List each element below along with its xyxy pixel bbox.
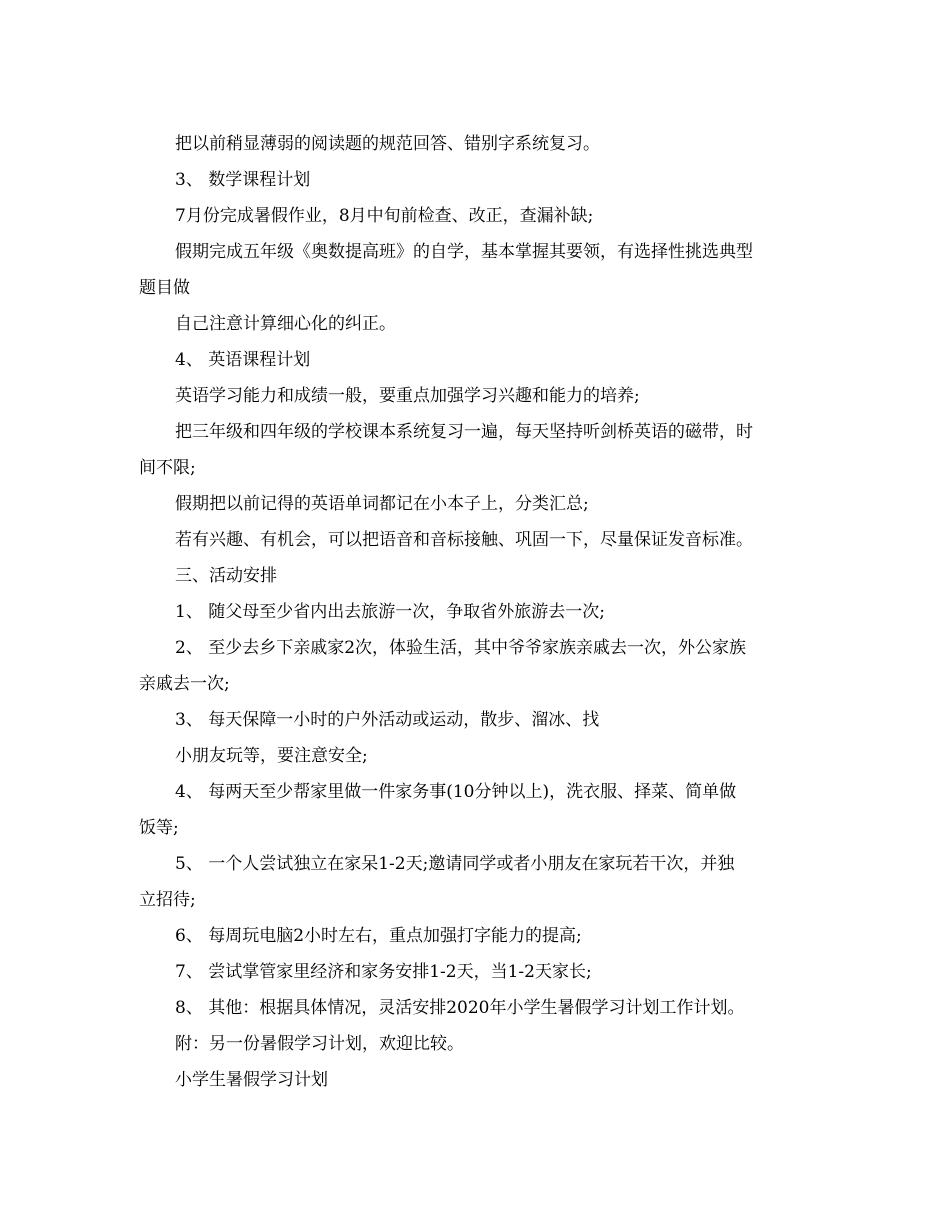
text-line: 立招待; — [139, 890, 196, 910]
text-line: 附：另一份暑假学习计划，欢迎比较。 — [175, 1034, 464, 1054]
text-line: 把以前稍显薄弱的阅读题的规范回答、错别字系统复习。 — [175, 134, 600, 154]
text-line: 英语学习能力和成绩一般，要重点加强学习兴趣和能力的培养; — [175, 386, 640, 406]
list-item: 1、 随父母至少省内出去旅游一次，争取省外旅游去一次; — [175, 602, 605, 622]
text-line: 饭等; — [139, 818, 179, 838]
section-heading-math: 3、 数学课程计划 — [175, 170, 311, 190]
list-item: 4、 每两天至少帮家里做一件家务事(10分钟以上)，洗衣服、择菜、简单做 — [175, 782, 737, 802]
text-line: 若有兴趣、有机会，可以把语音和音标接触、巩固一下，尽量保证发音标准。 — [175, 530, 753, 550]
text-line: 亲戚去一次; — [139, 674, 230, 694]
list-item: 3、 每天保障一小时的户外活动或运动，散步、溜冰、找 — [175, 710, 600, 730]
list-item: 6、 每周玩电脑2小时左右，重点加强打字能力的提高; — [175, 926, 582, 946]
section-heading-activities: 三、活动安排 — [175, 566, 277, 586]
text-line: 假期完成五年级《奥数提高班》的自学，基本掌握其要领，有选择性挑选典型 — [175, 242, 753, 262]
section-heading-english: 4、 英语课程计划 — [175, 350, 311, 370]
list-item: 5、 一个人尝试独立在家呆1-2天;邀请同学或者小朋友在家玩若干次，并独 — [175, 854, 735, 874]
list-item: 7、 尝试掌管家里经济和家务安排1-2天，当1-2天家长; — [175, 962, 592, 982]
list-item: 2、 至少去乡下亲戚家2次，体验生活，其中爷爷家族亲戚去一次，外公家族 — [175, 638, 747, 658]
text-line: 把三年级和四年级的学校课本系统复习一遍，每天坚持听剑桥英语的磁带，时 — [175, 422, 753, 442]
document-subtitle: 小学生暑假学习计划 — [175, 1070, 328, 1090]
text-line: 自己注意计算细心化的纠正。 — [175, 314, 396, 334]
text-line: 7月份完成暑假作业，8月中旬前检查、改正，查漏补缺; — [175, 206, 594, 226]
text-line: 题目做 — [139, 278, 190, 298]
text-line: 间不限; — [139, 458, 196, 478]
text-line: 小朋友玩等，要注意安全; — [175, 746, 368, 766]
text-line: 假期把以前记得的英语单词都记在小本子上，分类汇总; — [175, 494, 589, 514]
list-item: 8、 其他：根据具体情况，灵活安排2020年小学生暑假学习计划工作计划。 — [175, 998, 745, 1018]
